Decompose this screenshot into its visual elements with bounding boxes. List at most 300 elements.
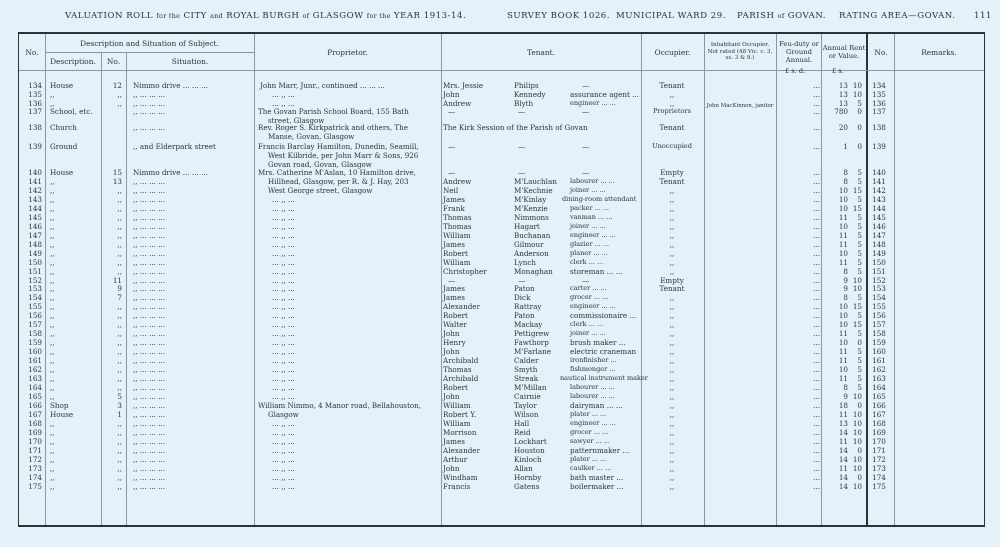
proprietor-line: Govan road, Govan, Glasgow [268,160,372,169]
tenant-first-name: James [443,293,465,303]
rent-shillings: 5 [857,98,862,108]
tenant-occupation: joiner ... ... [570,221,606,230]
rent-pounds: 10 [838,221,848,231]
description-cell: ,, [50,320,55,330]
col-header-feu-duty: Feu-duty or Ground Annual. [779,40,819,64]
feu-duty-cell: ... [813,80,820,90]
row-number-right: 172 [872,454,886,464]
row-number: 153 [28,284,42,294]
description-cell: Ground [50,142,78,151]
row-number: 164 [28,383,42,393]
feu-duty-cell: ... [813,383,820,393]
description-cell: ,, [50,472,55,482]
row-number: 139 [28,142,42,151]
tenant-occupation: brush maker ... [570,338,626,348]
row-number: 156 [28,311,42,321]
feu-duty-cell: ... [813,418,820,428]
rent-pounds: 11 [838,239,848,249]
situation-cell: ,, ... ... ... [133,356,165,366]
row-number: 166 [28,400,42,410]
occupier-cell: ,, [669,356,675,366]
row-number: 138 [28,123,42,132]
situation-cell: ,, ... ... ... [133,365,165,375]
description-cell: ,, [50,203,55,213]
rent-shillings: 5 [857,365,862,375]
street-number-cell: ,, [117,230,122,240]
situation-cell: ,, ... ... ... [133,185,165,195]
rent-shillings: 5 [857,176,862,186]
proprietor-cell: ... ,, ... [272,239,295,249]
situation-cell: ,, ... ... ... [133,212,165,222]
tenant-first-name: Robert Y. [443,409,477,419]
row-number: 170 [28,436,42,446]
tenant-occupation: grocer ... ... [570,293,609,302]
street-number-cell: 3 [117,400,122,410]
tenant-occupation: — [582,80,590,90]
tenant-occupation: dairyman ... ... [570,400,623,410]
description-cell: ,, [50,427,55,437]
title-part: ROYAL BURGH [226,11,300,21]
col-header-occupier: Occupier. [654,47,691,57]
rent-shillings: 0 [857,400,862,410]
occupier-cell: ,, [669,293,675,303]
feu-duty-cell: ... [813,89,820,99]
description-cell: House [50,409,74,419]
situation-cell: ,, ... ... ... [133,98,165,108]
row-number-right: 138 [872,123,886,132]
row-number: 159 [28,338,42,348]
tenant-occupation: engineer ... ... [570,230,616,239]
tenant-occupation: — [582,275,590,285]
tenant-surname: Reid [514,427,531,437]
tenant-surname: M'Kenzie [514,203,548,213]
tenant-surname: — [518,275,526,285]
situation-cell: ,, ... ... ... [133,89,165,99]
occupier-cell: ,, [669,302,675,312]
tenant-first-name: John [443,329,460,339]
proprietor-cell: ... ,, ... [272,248,295,258]
tenant-occupation: electric craneman [570,347,637,357]
page-number: 111 [974,11,992,21]
situation-cell: ,, ... ... ... [133,418,165,428]
parish [737,11,826,21]
tenant-occupation: nautical instrument maker [560,374,648,383]
tenant-first-name: Henry [443,338,466,348]
description-cell: ,, [50,481,55,491]
feu-duty-cell: ... [813,445,820,455]
street-number-cell: ,, [117,436,122,446]
col-header-annual-rent: Annual Rent or Value. [822,44,866,60]
occupier-cell: ,, [669,445,675,455]
street-number-cell: ,, [117,203,122,213]
row-number: 154 [28,293,42,303]
municipal-ward: MUNICIPAL WARD 29. [616,11,726,21]
rent-pounds: 14 [838,472,848,482]
rent-shillings: 10 [852,436,862,446]
feu-duty-cell: ... [813,392,820,401]
row-number-right: 146 [872,221,886,231]
row-number-right: 144 [872,203,886,213]
description-cell: ,, [50,392,55,401]
tenant-first-name: Andrew [443,98,472,108]
tenant-surname: Pettigrew [514,329,550,339]
feu-duty-cell: ... [813,107,820,116]
street-number-cell: ,, [117,221,122,231]
situation-cell: ,, ... ... ... [133,374,165,384]
feu-duty-cell: ... [813,356,820,366]
row-number-right: 140 [872,168,886,177]
street-number-cell: 7 [117,293,122,303]
feu-duty-cell: ... [813,472,820,482]
rent-pounds: 9 [843,275,848,285]
rent-pounds: 11 [838,409,848,419]
row-number-right: 142 [872,185,886,195]
tenant-surname: Allan [514,463,533,473]
occupier-cell: ,, [669,185,675,195]
rent-shillings: 10 [852,409,862,419]
title-part: CITY [183,11,207,21]
proprietor-cell: ... ,, ... [272,481,295,491]
description-cell: House [50,168,74,177]
row-number: 168 [28,418,42,428]
row-number: 143 [28,194,42,204]
tenant-surname: Gilmour [514,239,544,249]
feu-duty-cell: ... [813,374,820,384]
tenant-surname: Smyth [514,365,538,375]
occupier-cell: ,, [669,329,675,339]
feu-duty-cell: ... [813,176,820,186]
proprietor-line: Mrs. Catherine M'Aslan, 10 Hamilton drive, [258,168,416,177]
tenant-first-name: Mrs. Jessie [443,80,484,90]
tenant-surname: Lynch [514,257,536,267]
row-number: 167 [28,409,42,419]
tenant-first-name: Archibald [443,374,479,384]
occupier-cell: ,, [669,347,675,357]
street-number-cell: ,, [117,302,122,312]
rent-shillings: 0 [857,142,862,151]
street-number-cell: ,, [117,89,122,99]
proprietor-cell: ... ,, ... [272,98,295,108]
feu-duty-cell: ... [813,239,820,249]
rent-shillings: 10 [852,392,862,401]
occupier-cell: ,, [669,472,675,482]
col-header-sub-no: No. [106,56,121,66]
occupier-cell: ,, [669,221,675,231]
rent-pounds: 9 [843,392,848,401]
tenant-first-name: Frank [443,203,465,213]
proprietor-cell: ... ,, ... [272,472,295,482]
situation-cell: ,, ... ... ... [133,392,165,401]
row-number: 147 [28,230,42,240]
street-number-cell: ,, [117,427,122,437]
proprietor-cell: ... ,, ... [272,203,295,213]
tenant-occupation: — [582,142,590,151]
feu-duty-cell: ... [813,168,820,177]
proprietor-cell: ... ,, ... [272,383,295,393]
situation-cell: ,, ... ... ... [133,311,165,321]
situation-cell: ,, ... ... ... [133,257,165,267]
description-cell: House [50,80,74,90]
tenant-occupation: joiner ... ... [570,185,606,194]
feu-duty-cell: ... [813,436,820,446]
tenant-surname: Houston [514,445,545,455]
situation-cell: ,, ... ... ... [133,239,165,249]
rent-shillings: 5 [857,356,862,366]
tenant-occupation: clerk ... ... [570,320,604,329]
occupier-cell: Empty [660,275,684,285]
col-header-remarks: Remarks. [921,47,957,57]
row-number-right: 161 [872,356,886,366]
tenant-first-name: Christopher [443,266,487,276]
occupier-cell: ,, [669,400,675,410]
tenant-surname: M'Kechnie [514,185,553,195]
tenant-surname: M'Farlane [514,347,552,357]
feu-duty-cell: ... [813,98,820,108]
tenant-occupation: joiner ... ... [570,329,606,338]
street-number-cell: ,, [117,311,122,321]
situation-cell: ,, ... ... ... [133,338,165,348]
proprietor-cell: ... ,, ... [272,293,295,303]
feu-duty-cell: ... [813,230,820,240]
description-cell: ,, [50,194,55,204]
rent-pounds: 11 [838,257,848,267]
feu-units: £ s. d. [785,67,806,75]
street-number-cell: ,, [117,454,122,464]
tenant-surname: Taylor [514,400,537,410]
situation-cell: ,, ... ... ... [133,248,165,258]
proprietor-line: Francis Barclay Hamilton, Dunedin, Seamill, [258,142,419,151]
proprietor-cell: ... ,, ... [272,418,295,428]
feu-duty-cell: ... [813,266,820,276]
survey-book: SURVEY BOOK 1026. [507,11,610,21]
feu-duty-cell: ... [813,284,820,294]
roll-title [65,11,466,21]
rent-shillings: 5 [857,230,862,240]
tenant-first-name: Alexander [443,302,481,312]
situation-cell: ,, ... ... ... [133,203,165,213]
proprietor-cell: ... ,, ... [272,275,295,285]
tenant-occupation: engineer ... ... [570,98,616,107]
description-cell: ,, [50,463,55,473]
tenant-surname: M'Kinlay [514,194,547,204]
proprietor-cell: ... ,, ... [272,445,295,455]
situation-cell: ,, ... ... ... [133,454,165,464]
description-cell: ,, [50,338,55,348]
description-cell: ,, [50,293,55,303]
rent-pounds: 1 [843,142,848,151]
tenant-first-name: Robert [443,383,468,393]
proprietor-cell: ... ,, ... [272,374,295,384]
tenant-first-name: Walter [443,320,467,330]
row-number-right: 143 [872,194,886,204]
row-number: 155 [28,302,42,312]
row-number: 151 [28,266,42,276]
situation-cell: ,, ... ... ... [133,176,165,186]
street-number-cell: ,, [117,418,122,428]
proprietor-line: West George street, Glasgow [268,186,373,195]
column-divider [894,34,895,525]
proprietor-line: West Kilbride, per John Marr & Sons, 926 [268,151,419,160]
feu-duty-cell: ... [813,338,820,348]
row-number-right: 145 [872,212,886,222]
description-cell: ,, [50,98,55,108]
proprietor-line: Rev. Roger S. Kirkpatrick and others, The [258,123,408,132]
situation-cell: ,, ... ... ... [133,383,165,393]
proprietor-cell: ... ,, ... [272,221,295,231]
row-number-right: 167 [872,409,886,419]
street-number-cell: ,, [117,481,122,491]
rent-shillings: 15 [852,302,862,312]
occupier-cell: ,, [669,89,675,99]
street-number-cell: ,, [117,463,122,473]
row-number-right: 166 [872,400,886,410]
rent-pounds: 10 [838,203,848,213]
row-number-right: 162 [872,365,886,375]
rent-pounds: 9 [843,284,848,294]
description-cell: Church [50,123,77,132]
description-cell: ,, [50,221,55,231]
tenant-first-name: John [443,347,460,357]
row-number-right: 153 [872,284,886,294]
rent-shillings: 5 [857,212,862,222]
occupier-cell: ,, [669,212,675,222]
description-cell: ,, [50,329,55,339]
description-cell: ,, [50,356,55,366]
row-number-right: 157 [872,320,886,330]
tenant-first-name: Robert [443,248,468,258]
occupier-cell: Proprietors [652,107,692,115]
proprietor-line: street, Glasgow [268,116,325,125]
occupier-cell: Unoccupied [652,142,692,150]
street-number-cell: ,, [117,98,122,108]
tenant-occupation: grocer ... ... [570,427,609,436]
street-number-cell: 12 [112,80,122,90]
rent-shillings: 10 [852,454,862,464]
feu-duty-cell: ... [813,275,820,285]
rent-pounds: 11 [838,212,848,222]
situation-cell: ,, ... ... ... [133,266,165,276]
annual-units: £ s. [832,67,844,75]
occupier-cell: ,, [669,463,675,473]
proprietor-cell: ... ,, ... [272,284,295,294]
rent-shillings: 10 [852,418,862,428]
row-number: 150 [28,257,42,267]
tenant-occupation: plater ... ... [570,409,607,418]
tenant-first-name: William [443,400,471,410]
rent-shillings: 10 [852,89,862,99]
tenant-first-name: William [443,418,471,428]
tenant-occupation: engineer ... ... [570,418,616,427]
rent-pounds: 13 [838,418,848,428]
tenant-first-name: Andrew [443,176,472,186]
col-header-proprietor: Proprietor. [327,47,368,57]
tenant-first-name: — [448,107,456,116]
rent-pounds: 13 [838,89,848,99]
rent-pounds: 13 [838,98,848,108]
col-header-tenant: Tenant. [527,47,555,57]
feu-duty-cell: ... [813,463,820,473]
proprietor-cell: ... ,, ... [272,427,295,437]
tenant-first-name: James [443,284,465,294]
row-number-right: 152 [872,275,886,285]
tenant-first-name: William [443,230,471,240]
street-number-cell: ,, [117,445,122,455]
occupier-cell: Tenant [659,176,685,186]
title-part: for the [366,12,391,20]
description-cell: ,, [50,212,55,222]
rent-shillings: 0 [857,107,862,116]
rent-shillings: 0 [857,445,862,455]
feu-duty-cell: ... [813,194,820,204]
row-number-right: 168 [872,418,886,428]
situation-cell: ,, ... ... ... [133,472,165,482]
tenant-first-name: Windham [443,472,478,482]
tenant-first-name: Thomas [443,212,472,222]
street-number-cell: ,, [117,472,122,482]
proprietor-line: William Nimmo, 4 Manor road, Bellahouston, [258,401,422,410]
proprietor-cell: ... ,, ... [272,302,295,312]
description-cell: ,, [50,374,55,384]
street-number-cell: ,, [117,347,122,357]
column-divider [254,34,255,525]
rent-shillings: 5 [857,329,862,339]
rent-shillings: 5 [857,293,862,303]
tenant-surname: Paton [514,284,535,294]
row-number-right: 170 [872,436,886,446]
situation-cell: ,, ... ... ... [133,194,165,204]
tenant-surname: Anderson [514,248,549,258]
street-number-cell: ,, [117,248,122,258]
rent-shillings: 5 [857,221,862,231]
rent-pounds: 14 [838,427,848,437]
rent-pounds: 11 [838,347,848,357]
tenant-occupation: engineer ... ... [570,302,616,311]
rent-pounds: 10 [838,302,848,312]
tenant-first-name: William [443,257,471,267]
column-divider [441,34,442,525]
rent-pounds: 14 [838,445,848,455]
proprietor-line: Manse, Govan, Glasgow [268,132,355,141]
rent-shillings: 10 [852,284,862,294]
proprietor-cell: ... ,, ... [272,230,295,240]
situation-cell: ,, ... ... ... [133,284,165,294]
tenant-surname: Philips [514,80,539,90]
occupier-cell: ,, [669,454,675,464]
description-cell: ,, [50,454,55,464]
tenant-first-name: Thomas [443,365,472,375]
row-number-right: 154 [872,293,886,303]
tenant-occupation: patternmaker ... [570,445,630,455]
street-number-cell: ,, [117,356,122,366]
feu-duty-cell: ... [813,293,820,303]
situation-cell: ,, ... ... ... [133,123,165,132]
rent-shillings: 5 [857,239,862,249]
tenant-surname: Calder [514,356,539,366]
tenant-surname: Dick [514,293,531,303]
parish-part: of [777,12,785,20]
proprietor-line: John Marr, Junr., continued ... ... ... [260,80,385,90]
rent-shillings: 5 [857,311,862,321]
description-cell: ,, [50,436,55,446]
situation-cell: Nimmo drive ... ... ... [133,80,208,90]
tenant-surname: Lockhart [514,436,547,446]
occupier-cell: ,, [669,374,675,384]
row-number: 146 [28,221,42,231]
description-cell: ,, [50,445,55,455]
rent-pounds: 11 [838,374,848,384]
description-cell: ,, [50,89,55,99]
rent-shillings: 5 [857,347,862,357]
